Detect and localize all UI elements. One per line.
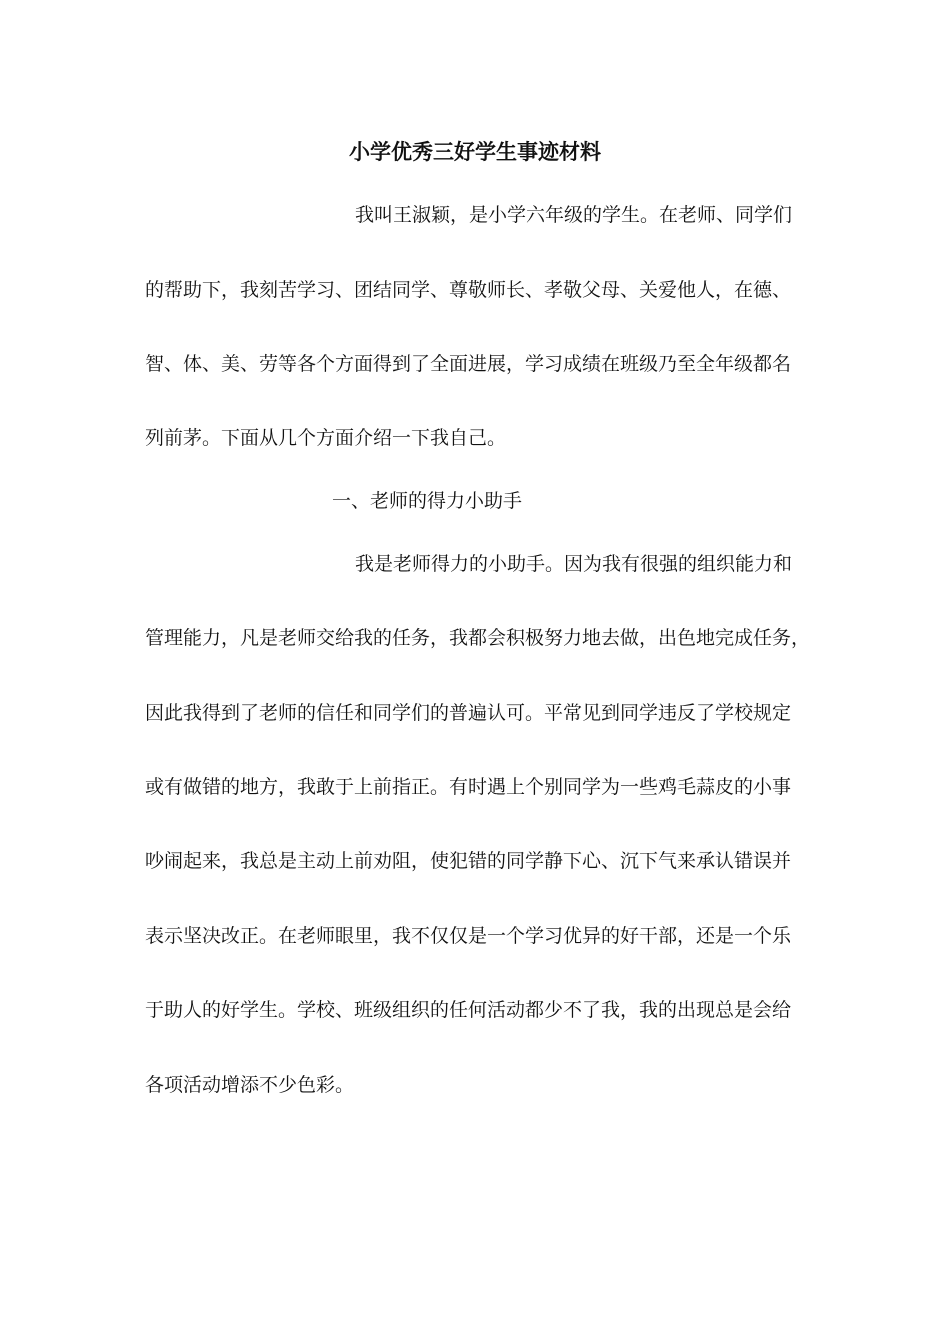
paragraph-line: 或有做错的地方，我敢于上前指正。有时遇上个别同学为一些鸡毛蒜皮的小事	[145, 776, 792, 798]
document-title: 小学优秀三好学生事迹材料	[349, 140, 601, 164]
paragraph-line: 列前茅。下面从几个方面介绍一下我自己。	[145, 427, 507, 449]
paragraph-line: 吵闹起来，我总是主动上前劝阻，使犯错的同学静下心、沉下气来承认错误并	[145, 850, 792, 872]
paragraph-line: 的帮助下，我刻苦学习、团结同学、尊敬师长、孝敬父母、关爱他人，在德、	[145, 279, 792, 301]
paragraph-line: 表示坚决改正。在老师眼里，我不仅仅是一个学习优异的好干部，还是一个乐	[145, 925, 792, 947]
paragraph-line: 我叫王淑颖，是小学六年级的学生。在老师、同学们	[355, 204, 793, 226]
section-heading: 一、老师的得力小助手	[332, 490, 523, 512]
paragraph-line: 各项活动增添不少色彩。	[145, 1074, 355, 1096]
paragraph-line: 管理能力，凡是老师交给我的任务，我都会积极努力地去做，出色地完成任务，	[145, 627, 811, 649]
paragraph-line: 智、体、美、劳等各个方面得到了全面进展，学习成绩在班级乃至全年级都名	[145, 353, 792, 375]
paragraph-line: 于助人的好学生。学校、班级组织的任何活动都少不了我，我的出现总是会给	[145, 999, 792, 1021]
paragraph-line: 因此我得到了老师的信任和同学们的普遍认可。平常见到同学违反了学校规定	[145, 702, 792, 724]
paragraph-line: 我是老师得力的小助手。因为我有很强的组织能力和	[355, 553, 793, 575]
